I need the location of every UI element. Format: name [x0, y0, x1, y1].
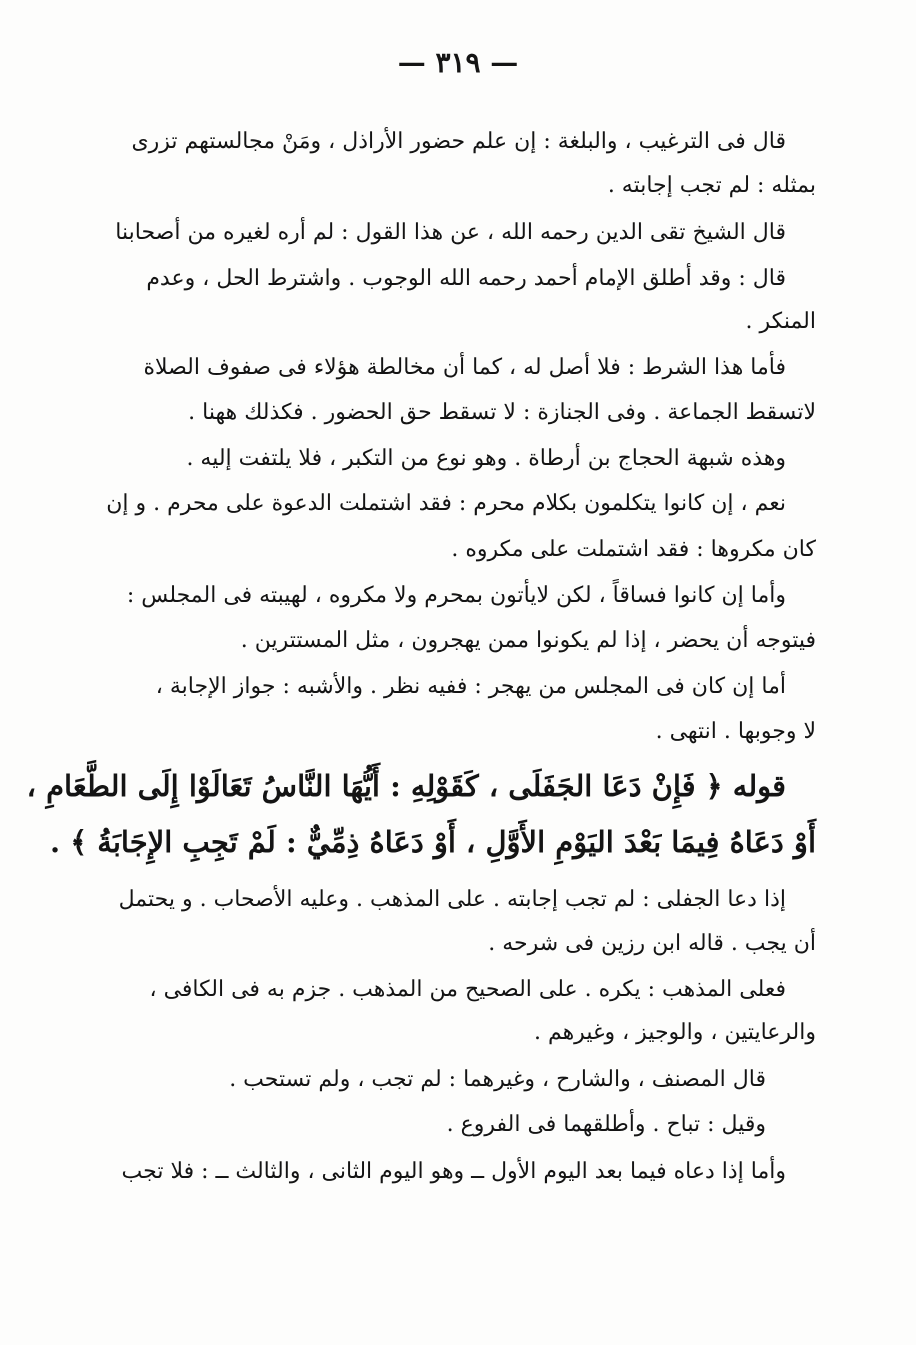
page-number: — ٣١٩ — — [397, 46, 519, 79]
text-line: إذا دعا الجفلى : لم تجب إجابته . على المذهب . وعليه الأصحاب . و يحتمل — [118, 887, 786, 912]
text-line: المنكر . — [745, 309, 816, 334]
text-line: لاتسقط الجماعة . وفى الجنازة : لا تسقط حق الحضور . فكذلك ههنا . — [188, 400, 816, 425]
text-line: وأما إن كانوا فساقاً ، لكن لايأتون بمحرم ولا مكروه ، لهيبته فى المجلس : — [126, 583, 786, 608]
text-line: قال المصنف ، والشارح ، وغيرهما : لم تجب ، ولم تستحب . — [229, 1067, 766, 1092]
text-line: قال الشيخ تقى الدين رحمه الله ، عن هذا القول : لم أره لغيره من أصحابنا — [115, 220, 786, 245]
text-line: فأما هذا الشرط : فلا أصل له ، كما أن مخالطة هؤلاء فى صفوف الصلاة — [143, 355, 786, 380]
text-line: وقيل : تباح . وأطلقهما فى الفروع . — [446, 1112, 766, 1137]
quote-line: قوله ﴿ فَإِنْ دَعَا الجَفَلَى ، كَقَوْلِهِ : أَيُّهَا النَّاسُ تَعَالَوْا إِلَى الطَّعَامِ ، — [26, 769, 786, 803]
text-line: قال : وقد أطلق الإمام أحمد رحمه الله الوجوب . واشترط الحل ، وعدم — [146, 266, 786, 291]
text-line: كان مكروها : فقد اشتملت على مكروه . — [451, 537, 816, 562]
text-line: لا وجوبها . انتهى . — [655, 719, 816, 744]
text-line: فعلى المذهب : يكره . على الصحيح من المذهب . جزم به فى الكافى ، — [149, 977, 786, 1002]
text-line: فيتوجه أن يحضر ، إذا لم يكونوا ممن يهجرون ، مثل المستترين . — [240, 628, 816, 653]
text-line: بمثله : لم تجب إجابته . — [607, 173, 816, 198]
text-line: وهذه شبهة الحجاج بن أرطاة . وهو نوع من التكبر ، فلا يلتفت إليه . — [186, 446, 786, 471]
text-line: أن يجب . قاله ابن رزين فى شرحه . — [488, 931, 816, 956]
text-line: والرعايتين ، والوجيز ، وغيرهم . — [533, 1020, 816, 1045]
quote-line: أَوْ دَعَاهُ فِيمَا بَعْدَ اليَوْمِ الأَوَّلِ ، أَوْ دَعَاهُ ذِمِّيٌّ : لَمْ تَجِبِ الإِجَابَةُ ﴾ . — [50, 825, 816, 859]
text-line: وأما إذا دعاه فيما بعد اليوم الأول ــ وهو اليوم الثانى ، والثالث ــ : فلا تجب — [121, 1159, 786, 1184]
text-line: أما إن كان فى المجلس من يهجر : ففيه نظر . والأشبه : جواز الإجابة ، — [155, 674, 786, 699]
text-line: نعم ، إن كانوا يتكلمون بكلام محرم : فقد اشتملت الدعوة على محرم . و إن — [106, 491, 786, 516]
text-line: قال فى الترغيب ، والبلغة : إن علم حضور الأراذل ، ومَنْ مجالستهم تزرى — [131, 129, 786, 154]
